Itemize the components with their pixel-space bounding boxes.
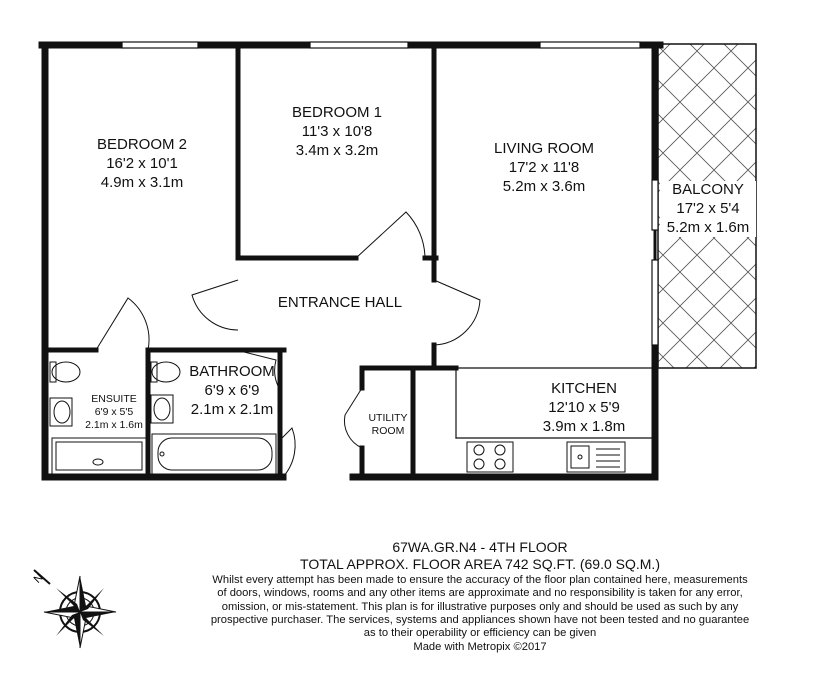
room-metric: 2.1m x 1.6m (85, 419, 143, 432)
room-imperial: 11'3 x 10'8 (301, 122, 373, 140)
door-swings (96, 212, 480, 477)
north-label: N (31, 571, 46, 586)
room-ensuite (78, 393, 150, 432)
room-imperial: 6'9 x 5'5 (94, 406, 134, 419)
room-name-line1: UTILITY (368, 412, 408, 424)
room-metric: 5.2m x 3.6m (502, 177, 586, 195)
room-name: BEDROOM 1 (291, 104, 382, 121)
room-balcony (660, 181, 756, 237)
plan-reference: 67WA.GR.N4 - 4TH FLOOR (392, 539, 568, 555)
room-bedroom-2 (72, 136, 212, 192)
room-bedroom-1 (262, 104, 412, 160)
room-imperial: 17'2 x 11'8 (508, 158, 580, 176)
disclaimer-line: omission, or mis-statement. This plan is for illustrative purposes only and should be used as such by any (221, 600, 739, 613)
room-metric: 3.4m x 3.2m (295, 141, 379, 159)
room-imperial: 6'9 x 6'9 (204, 381, 260, 399)
room-name-line2: ROOM (371, 425, 405, 438)
room-name: KITCHEN (551, 380, 617, 397)
disclaimer (190, 574, 770, 654)
room-name: ENSUITE (91, 393, 137, 405)
disclaimer-line: prospective purchaser. The services, systems and appliances shown have not been tested and no guarantee (210, 613, 750, 626)
kitchen-appliances (467, 442, 625, 472)
room-name: BALCONY (672, 181, 744, 198)
room-imperial: 17'2 x 5'4 (676, 199, 740, 217)
compass-icon (32, 570, 116, 648)
room-living-room (474, 140, 614, 196)
room-metric: 5.2m x 1.6m (666, 218, 750, 236)
disclaimer-line: Whilst every attempt has been made to ensure the accuracy of the floor plan contained here, measurements (212, 574, 748, 586)
total-floor-area: TOTAL APPROX. FLOOR AREA 742 SQ.FT. (69.0 SQ.M.) (300, 556, 660, 572)
disclaimer-line: as to their operability or efficiency can be given (363, 627, 597, 640)
credit-line: Made with Metropix ©2017 (413, 640, 547, 653)
room-metric: 3.9m x 1.8m (542, 417, 626, 435)
room-imperial: 16'2 x 10'1 (106, 154, 178, 172)
room-name: LIVING ROOM (493, 140, 594, 157)
room-metric: 4.9m x 3.1m (100, 173, 184, 191)
room-kitchen (524, 380, 644, 436)
room-imperial: 12'10 x 5'9 (548, 398, 620, 416)
room-name: BEDROOM 2 (96, 136, 187, 153)
room-metric: 2.1m x 2.1m (190, 400, 274, 418)
disclaimer-line: of doors, windows, rooms and any other items are approximate and no responsibility is taken for any error, (217, 587, 743, 600)
room-name: BATHROOM (189, 363, 275, 380)
room-bathroom (180, 363, 284, 419)
room-entrance-hall (260, 294, 420, 313)
room-name: ENTRANCE HALL (277, 294, 403, 311)
room-utility (362, 412, 414, 438)
